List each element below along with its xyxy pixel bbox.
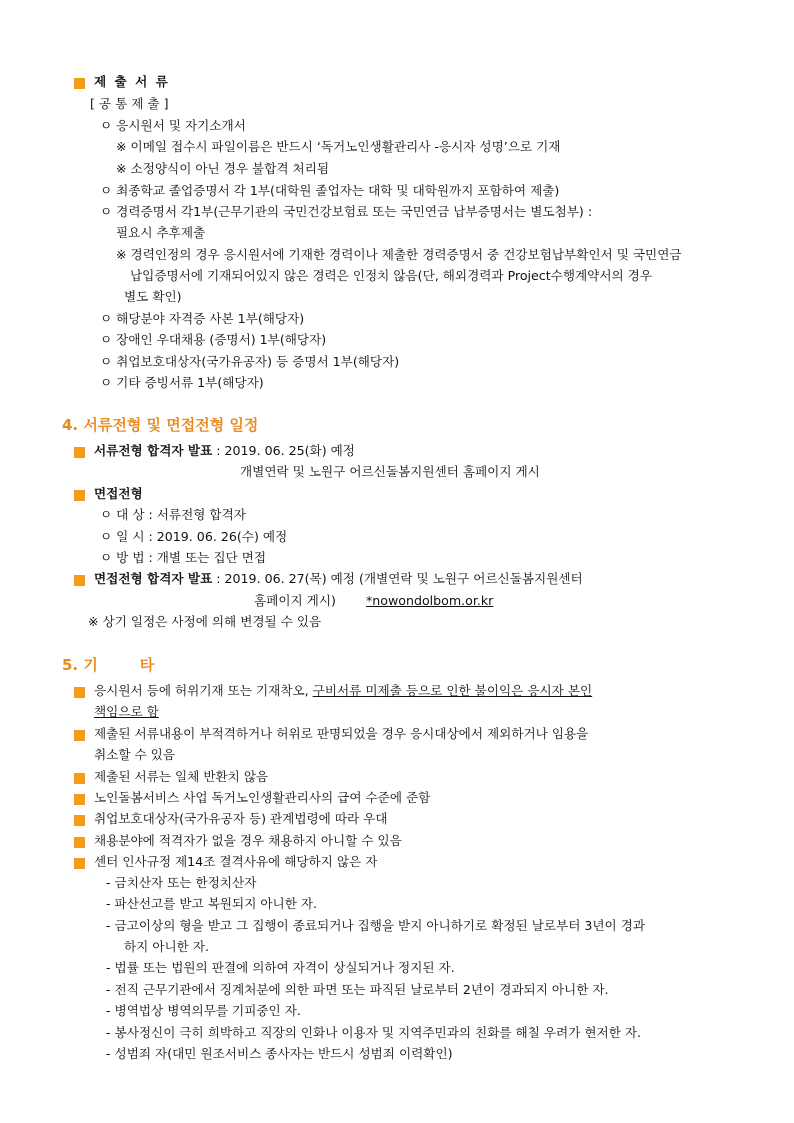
list-item: ※ 이메일 접수시 파일이름은 반드시 ‘독거노인생활관리사 -응시자 성명’으로 기재 <box>116 139 561 154</box>
other-item-cont: 책임으로 함 <box>94 704 159 719</box>
bullet-square-icon <box>74 575 85 586</box>
final-result-line <box>94 571 583 587</box>
list-item: ※ 소정양식이 아닌 경우 불합격 처리됨 <box>116 161 330 176</box>
other-item <box>94 683 592 699</box>
doc-result-note: 개별연락 및 노원구 어르신돌봄지원센터 홈페이지 게시 <box>240 464 540 479</box>
homepage-link[interactable]: *nowondolbom.or.kr <box>366 593 494 608</box>
list-item: 필요시 추후제출 <box>116 225 206 240</box>
list-item: ㅇ 해당분야 자격증 사본 1부(해당자) <box>100 311 305 326</box>
other-item: 센터 인사규정 제14조 결격사유에 해당하지 않은 자 <box>94 854 378 869</box>
common-submission-label: [ 공 통 제 출 ] <box>90 96 169 111</box>
other-item-underlined: 구비서류 미제출 등으로 인한 불이익은 응시자 본인 <box>312 683 593 698</box>
bullet-square-icon <box>74 794 85 805</box>
disqualification-item: - 병역법상 병역의무를 기피중인 자. <box>106 1003 301 1018</box>
bullet-square-icon <box>74 837 85 848</box>
disqualification-item: - 법률 또는 법원의 판결에 의하여 자격이 상실되거나 정지된 자. <box>106 960 455 975</box>
other-item: 취업보호대상자(국가유공자 등) 관계법령에 따라 우대 <box>94 811 388 826</box>
bullet-square-icon <box>74 730 85 741</box>
disqualification-item: - 성범죄 자(대민 원조서비스 종사자는 반드시 성범죄 이력확인) <box>106 1046 453 1061</box>
disqualification-item: 하지 아니한 자. <box>124 939 210 954</box>
disqualification-item: - 봉사정신이 극히 희박하고 직장의 인화나 이용자 및 지역주민과의 친화를 해칠 우려가 현저한 자. <box>106 1025 642 1040</box>
interview-label: 면접전형 <box>94 486 143 501</box>
bullet-square-icon <box>74 687 85 698</box>
final-result-label: 면접전형 합격자 발표 <box>94 571 213 586</box>
disqualification-item: - 파산선고를 받고 복원되지 아니한 자. <box>106 896 318 911</box>
doc-result-value: : 2019. 06. 25(화) 예정 <box>212 443 355 458</box>
interview-date: ㅇ 일 시 : 2019. 06. 26(수) 예정 <box>100 529 288 544</box>
other-item-text: 응시원서 등에 허위기재 또는 기재착오, <box>94 683 313 698</box>
bullet-square-icon <box>74 815 85 826</box>
list-item: 별도 확인) <box>124 289 182 304</box>
disqualification-item: - 금고이상의 형을 받고 그 집행이 종료되거나 집행을 받지 아니하기로 확정된 날로부터 3년이 경과 <box>106 918 646 933</box>
schedule-heading: 4. 서류전형 및 면접전형 일정 <box>62 416 259 434</box>
other-item: 채용분야에 적격자가 없을 경우 채용하지 아니할 수 있음 <box>94 833 402 848</box>
list-item: 납입증명서에 기재되어있지 않은 경력은 인정치 않음(단, 해외경력과 Project수행계약서의 경우 <box>130 268 652 283</box>
list-item: ㅇ 기타 증빙서류 1부(해당자) <box>100 375 264 390</box>
other-item: 제출된 서류는 일체 반환치 않음 <box>94 769 269 784</box>
bullet-square-icon <box>74 858 85 869</box>
final-result-value: : 2019. 06. 27(목) 예정 (개별연락 및 노원구 어르신돌봄지원센터 <box>212 571 583 586</box>
list-item: ㅇ 취업보호대상자(국가유공자) 등 증명서 1부(해당자) <box>100 354 400 369</box>
list-item: ※ 경력인정의 경우 응시원서에 기재한 경력이나 제출한 경력증명서 중 건강보험납부확인서 및 국민연금 <box>116 247 682 262</box>
interview-target: ㅇ 대 상 : 서류전형 합격자 <box>100 507 246 522</box>
other-item: 노인돌봄서비스 사업 독거노인생활관리사의 급여 수준에 준함 <box>94 790 431 805</box>
list-item: ㅇ 장애인 우대채용 (증명서) 1부(해당자) <box>100 332 327 347</box>
list-item: ㅇ 최종학교 졸업증명서 각 1부(대학원 졸업자는 대학 및 대학원까지 포함하여 제출) <box>100 183 560 198</box>
bullet-square-icon <box>74 78 85 89</box>
doc-result-label: 서류전형 합격자 발표 <box>94 443 213 458</box>
other-item: 제출된 서류내용이 부적격하거나 허위로 판명되었을 경우 응시대상에서 제외하거나 임용을 <box>94 726 589 741</box>
list-item: ㅇ 경력증명서 각1부(근무기관의 국민건강보험료 또는 국민연금 납부증명서는 별도첨부) : <box>100 204 593 219</box>
submission-title: 제 출 서 류 <box>94 74 170 89</box>
bullet-square-icon <box>74 773 85 784</box>
disqualification-item: - 금치산자 또는 한정치산자 <box>106 875 257 890</box>
schedule-notice: ※ 상기 일정은 사정에 의해 변경될 수 있음 <box>88 614 322 629</box>
other-item-cont: 취소할 수 있음 <box>94 747 175 762</box>
doc-result-line <box>94 443 355 459</box>
bullet-square-icon <box>74 447 85 458</box>
interview-method: ㅇ 방 법 : 개별 또는 집단 면접 <box>100 550 267 565</box>
bullet-square-icon <box>74 490 85 501</box>
list-item: ㅇ 응시원서 및 자기소개서 <box>100 118 246 133</box>
disqualification-item: - 전직 근무기관에서 징계처분에 의한 파면 또는 파직된 날로부터 2년이 경과되지 아니한 자. <box>106 982 609 997</box>
final-result-note: 홈페이지 게시) <box>254 593 336 608</box>
other-heading: 5. 기 타 <box>62 656 155 674</box>
